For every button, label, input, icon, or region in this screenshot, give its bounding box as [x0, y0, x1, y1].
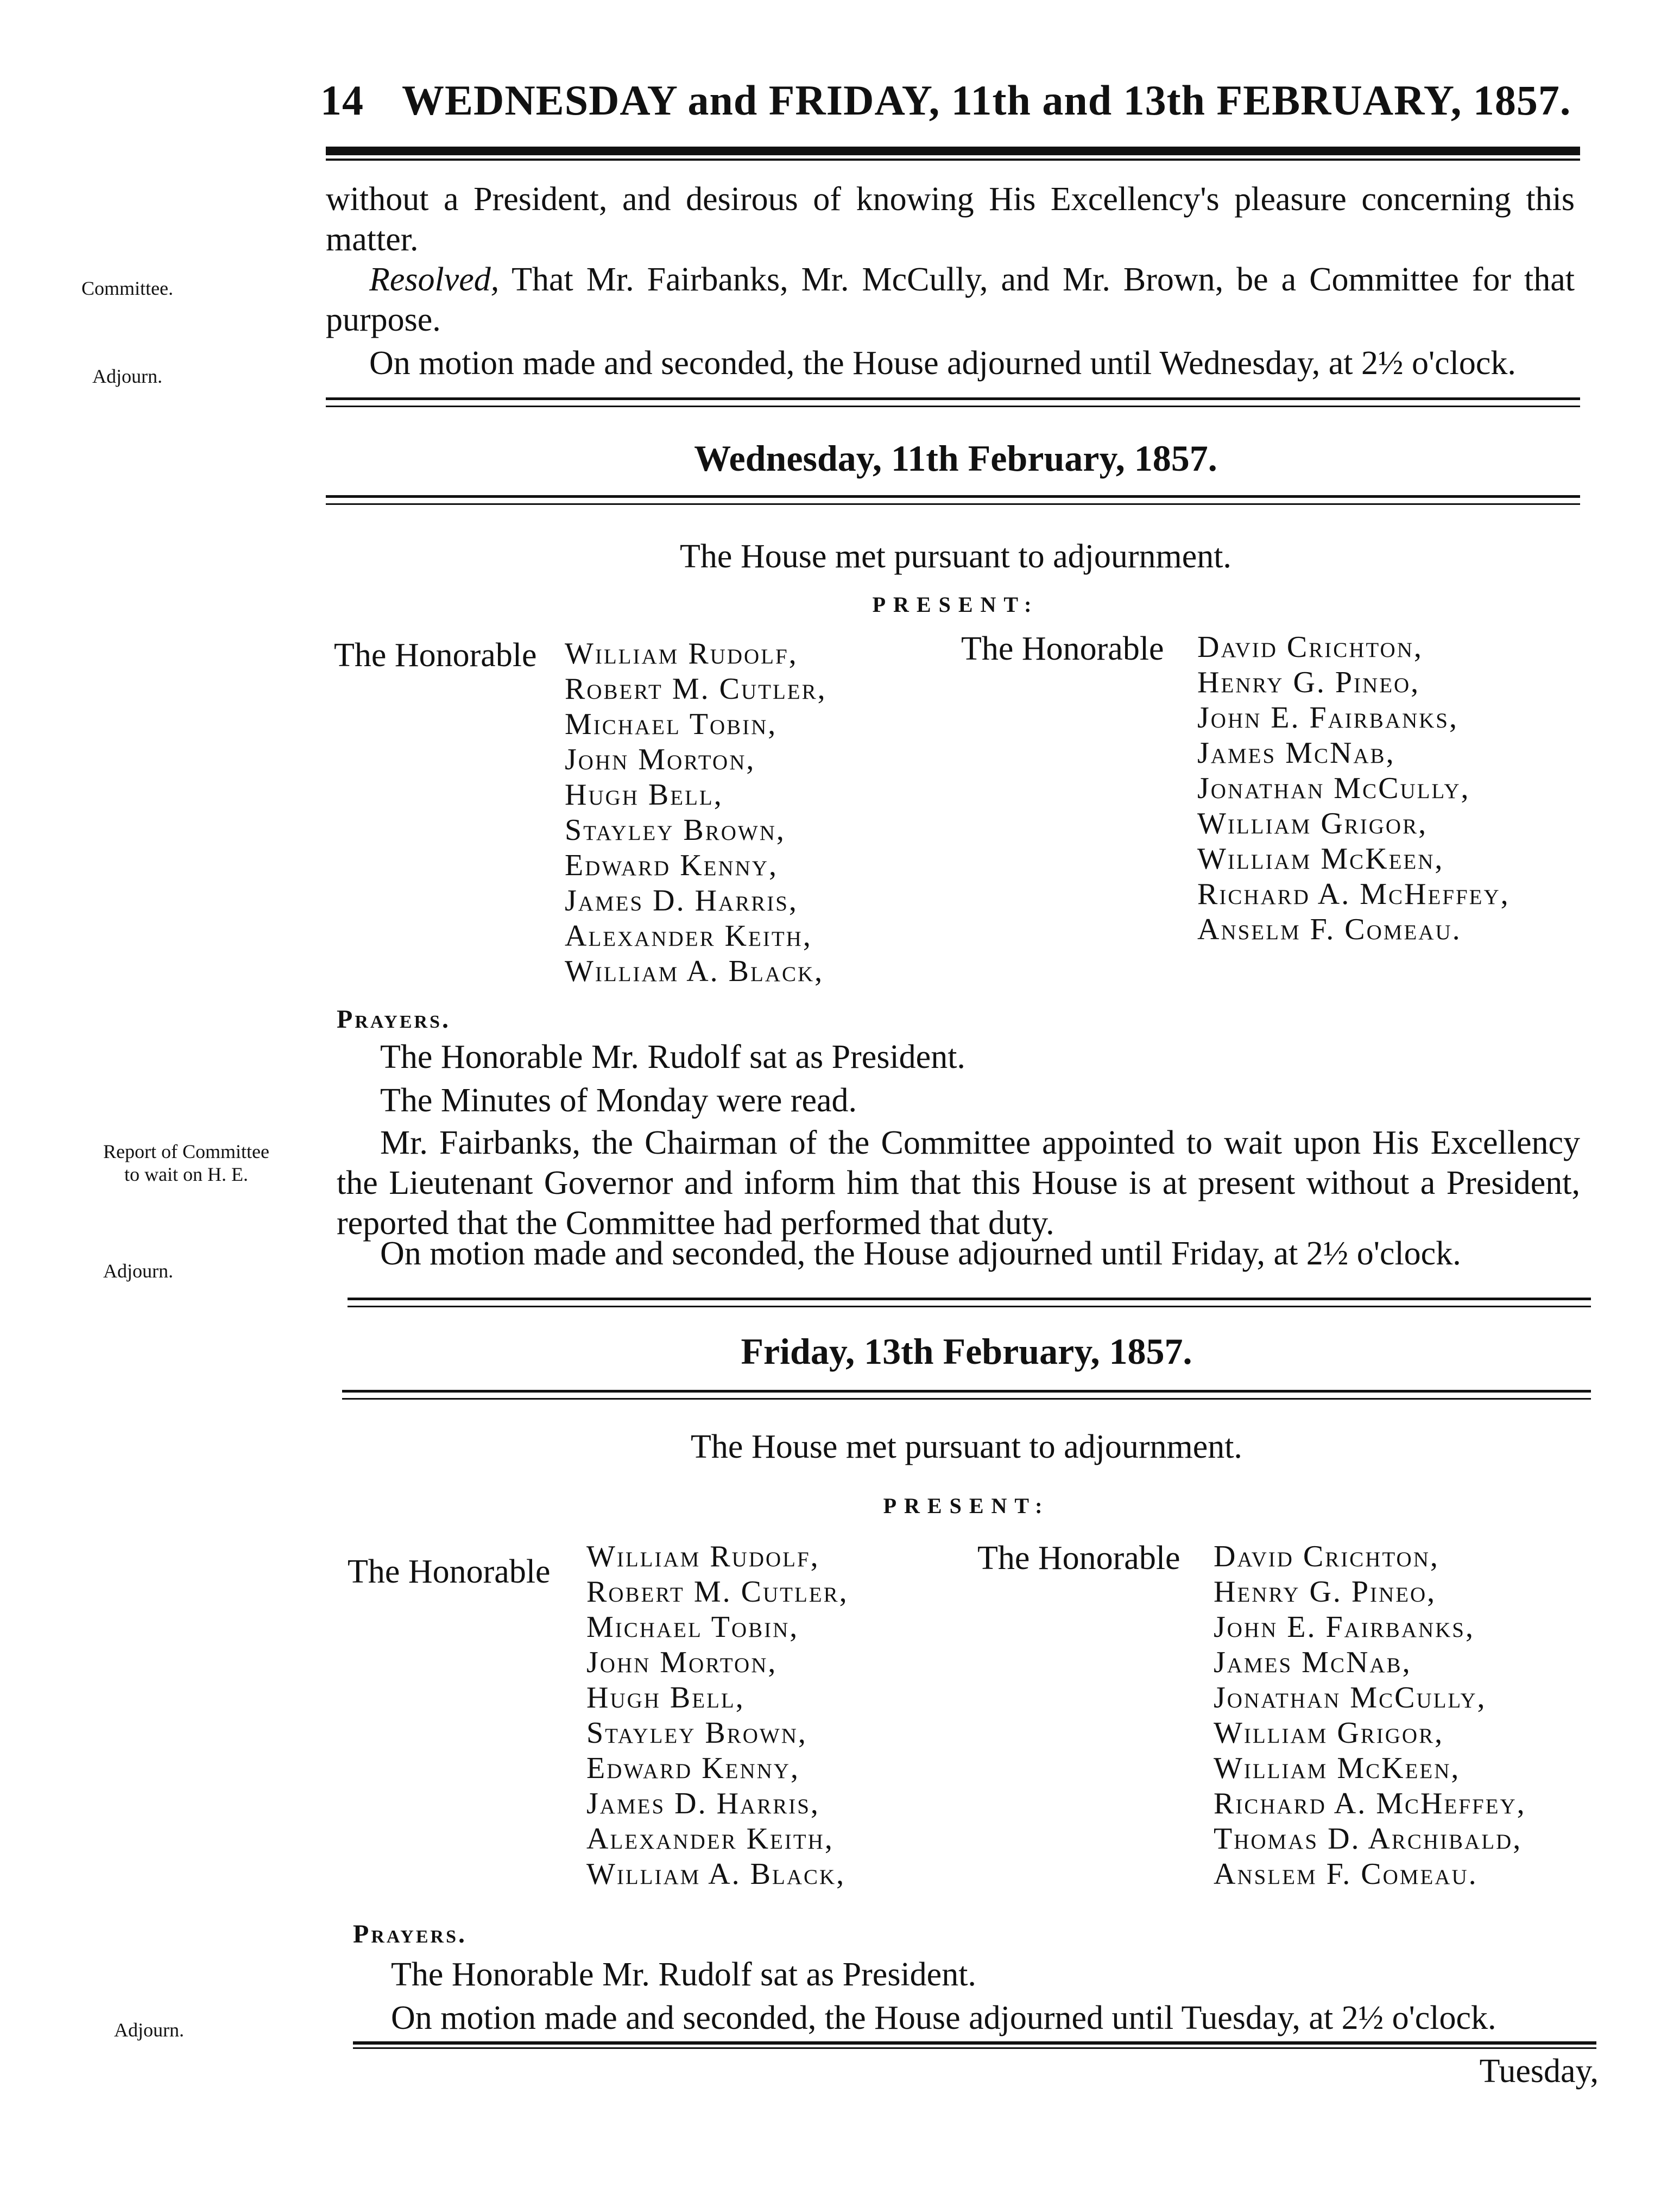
member-name: John E. Fairbanks,: [1214, 1610, 1475, 1644]
member-name: Henry G. Pineo,: [1197, 666, 1420, 699]
wednesday-prayers: Prayers.: [337, 1005, 451, 1034]
member-name: Hugh Bell,: [586, 1681, 745, 1714]
bottom-rule: [353, 2041, 1596, 2049]
resolution-paragraph: [326, 260, 1575, 340]
member-name: John E. Fairbanks,: [1197, 701, 1458, 735]
member-name: Anslem F. Comeau.: [1214, 1857, 1478, 1891]
member-name: Richard A. McHeffey,: [1197, 877, 1510, 911]
member-name: Richard A. McHeffey,: [1214, 1787, 1526, 1820]
member-name: Henry G. Pineo,: [1214, 1575, 1437, 1609]
header-rule: [326, 147, 1580, 161]
member-name: Robert M. Cutler,: [565, 672, 827, 706]
margin-note-report-line1: Report of Committee: [103, 1141, 269, 1162]
resolution-text: That Mr. Fairbanks, Mr. McCully, and Mr. Brown, be a Committee for that purpose.: [326, 261, 1575, 338]
wednesday-report: Mr. Fairbanks, the Chairman of the Committee appointed to wait upon His Excellency the Lieutenant Governor and inform him that this House is at present without a President, reported that the Committee had performed that duty.: [337, 1124, 1580, 1242]
member-name: Thomas D. Archibald,: [1214, 1822, 1523, 1856]
member-name: David Crichton,: [1197, 630, 1423, 664]
member-name: William Grigor,: [1197, 807, 1428, 840]
wednesday-met: The House met pursuant to adjournment.: [680, 538, 1231, 575]
member-name: James D. Harris,: [586, 1787, 820, 1820]
wednesday-president: The Honorable Mr. Rudolf sat as President.: [380, 1039, 965, 1075]
member-name: John Morton,: [586, 1646, 778, 1679]
member-name: William McKeen,: [1214, 1751, 1461, 1785]
margin-note-report: [103, 1140, 269, 1186]
wednesday-members-right: [1197, 630, 1510, 947]
member-name: Alexander Keith,: [586, 1822, 834, 1856]
page-header: [320, 76, 1580, 125]
member-name: David Crichton,: [1214, 1540, 1439, 1573]
margin-note-adjourn-2: Adjourn.: [103, 1260, 173, 1282]
friday-prayers: Prayers.: [353, 1920, 468, 1948]
running-title: WEDNESDAY and FRIDAY, 11th and 13th FEBRUARY, 1857.: [402, 77, 1571, 124]
friday-members-right: [1214, 1539, 1526, 1892]
member-name: John Morton,: [565, 743, 756, 776]
section-rule-1: [326, 397, 1580, 407]
wednesday-honorable-left: The Honorable: [334, 637, 537, 674]
wednesday-members-left: [565, 636, 827, 989]
friday-adjourn: On motion made and seconded, the House adjourned until Tuesday, at 2½ o'clock.: [391, 2000, 1496, 2036]
member-name: Robert M. Cutler,: [586, 1575, 849, 1609]
member-name: Jonathan McCully,: [1214, 1681, 1487, 1714]
member-name: Edward Kenny,: [586, 1751, 800, 1785]
section-rule-4: [342, 1390, 1591, 1400]
member-name: William McKeen,: [1197, 842, 1444, 876]
member-name: James D. Harris,: [565, 884, 798, 918]
member-name: Anselm F. Comeau.: [1197, 913, 1462, 946]
member-name: Michael Tobin,: [586, 1610, 799, 1644]
member-name: William Grigor,: [1214, 1716, 1444, 1750]
member-name: Michael Tobin,: [565, 707, 778, 741]
friday-members-left: [586, 1539, 849, 1892]
friday-present-label: PRESENT:: [883, 1494, 1050, 1518]
member-name: William Rudolf,: [565, 637, 798, 670]
wednesday-minutes: The Minutes of Monday were read.: [380, 1082, 857, 1119]
margin-note-adjourn-3: Adjourn.: [114, 2019, 184, 2041]
margin-note-adjourn-1: Adjourn.: [92, 365, 162, 387]
member-name: William A. Black,: [565, 954, 824, 988]
friday-met: The House met pursuant to adjournment.: [691, 1428, 1242, 1465]
friday-honorable-right: The Honorable: [977, 1540, 1180, 1577]
section-rule-3: [348, 1298, 1591, 1307]
member-name: James McNab,: [1197, 736, 1395, 770]
margin-note-report-line2: to wait on H. E.: [124, 1163, 248, 1185]
member-name: Alexander Keith,: [565, 919, 812, 953]
wednesday-present-label: PRESENT:: [872, 592, 1039, 617]
intro-paragraph: without a President, and desirous of knowing His Excellency's pleasure concerning this matter.: [326, 181, 1575, 258]
resolved-word: Resolved,: [369, 261, 500, 298]
member-name: Jonathan McCully,: [1197, 771, 1470, 805]
member-name: Edward Kenny,: [565, 849, 778, 882]
member-name: William Rudolf,: [586, 1540, 820, 1573]
member-name: Hugh Bell,: [565, 778, 723, 812]
member-name: William A. Black,: [586, 1857, 846, 1891]
adjourn-paragraph-1: On motion made and seconded, the House adjourned until Wednesday, at 2½ o'clock.: [369, 345, 1516, 382]
friday-heading: Friday, 13th February, 1857.: [741, 1331, 1192, 1372]
member-name: Stayley Brown,: [586, 1716, 807, 1750]
margin-note-committee: Committee.: [81, 277, 173, 299]
section-rule-2: [326, 495, 1580, 505]
wednesday-heading: Wednesday, 11th February, 1857.: [694, 438, 1217, 479]
member-name: Stayley Brown,: [565, 813, 786, 847]
member-name: James McNab,: [1214, 1646, 1412, 1679]
friday-honorable-left: The Honorable: [348, 1553, 551, 1590]
wednesday-honorable-right: The Honorable: [961, 630, 1164, 667]
catchword: Tuesday,: [1479, 2053, 1599, 2090]
wednesday-adjourn: On motion made and seconded, the House adjourned until Friday, at 2½ o'clock.: [380, 1235, 1461, 1272]
page-number: 14: [320, 77, 364, 124]
friday-president: The Honorable Mr. Rudolf sat as President.: [391, 1956, 976, 1993]
